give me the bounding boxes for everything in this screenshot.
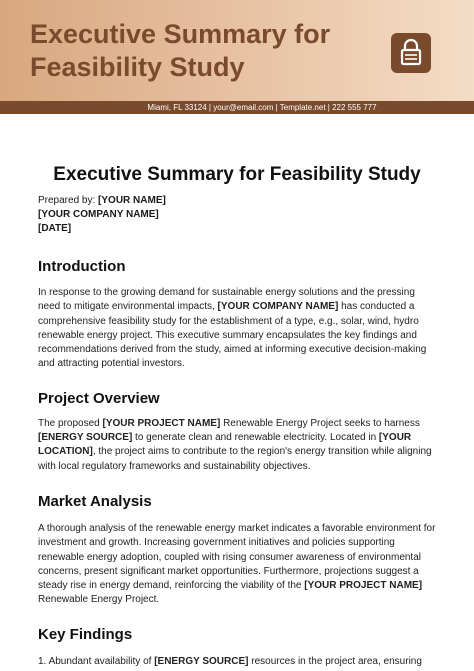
intro-bold-1: [YOUR COMPANY NAME] [217, 301, 339, 313]
company-name: [YOUR COMPANY NAME] [38, 209, 159, 220]
prepared-by-name: [YOUR NAME] [98, 195, 166, 206]
company-line [38, 208, 438, 222]
overview-bold-3: [YOUR LOCATION] [38, 432, 412, 458]
market-bold-1: [YOUR PROJECT NAME] [304, 580, 423, 592]
market-analysis-paragraph [38, 522, 438, 608]
findings-bold-1: [ENERGY SOURCE] [154, 655, 249, 667]
overview-text-3: to generate clean and renewable electricity. Located in [132, 432, 379, 444]
overview-text-2: Renewable Energy Project seeks to harness [220, 417, 420, 429]
banner-title-line-2: Feasibility Study [30, 52, 245, 82]
overview-bold-1: [YOUR PROJECT NAME] [102, 417, 221, 429]
introduction-heading: Introduction [38, 258, 126, 275]
market-text-1: A thorough analysis of the renewable energy market indicates a favorable environment for investment and growth. Increasing government initiatives and policies supporting renewable energy adoption, coupled with rising consumer awareness of environmental concerns, present significant market opportunities. Furthermore, projections suggest a steady rise in energy demand, reinforcing the viability of the [38, 522, 436, 592]
key-findings-item [38, 655, 438, 669]
banner-title-line-1: Executive Summary for [30, 19, 331, 49]
findings-text-1: 1. Abundant availability of [38, 655, 155, 667]
overview-text-1: The proposed [38, 417, 103, 429]
overview-bold-2: [ENERGY SOURCE] [38, 432, 133, 444]
lock-box-icon [391, 33, 431, 73]
date-line [38, 222, 438, 236]
prepared-by-label: Prepared by: [38, 195, 99, 206]
key-findings-section [38, 625, 438, 669]
key-findings-heading: Key Findings [38, 625, 133, 643]
intro-text-2: has conducted a comprehensive feasibility study for the establishment of a type, e.g., solar, wind, hydro renewable energy project. This executive summary encapsulates the key findings and recommendations derived from the study, aimed at informing executive decision-making and attracting potential investors. [38, 301, 427, 370]
document-date: [DATE] [38, 223, 72, 234]
market-analysis-heading: Market Analysis [38, 492, 152, 510]
market-analysis-section [38, 492, 438, 608]
overview-text-4: , the project aims to contribute to the region's energy transition while aligning with local regulatory frameworks and sustainability objectives. [38, 446, 432, 472]
intro-text-1: In response to the growing demand for sustainable energy solutions and the pressing need to mitigate environmental impacts, [38, 287, 415, 313]
project-overview-heading: Project Overview [38, 389, 160, 407]
document-body [38, 160, 438, 669]
banner-title [30, 18, 360, 84]
document-title: Executive Summary for Feasibility Study [53, 164, 421, 185]
market-text-2: Renewable Energy Project. [38, 594, 160, 606]
prepared-by-line [38, 194, 438, 208]
project-overview-section [38, 389, 438, 474]
header-banner [0, 0, 474, 101]
project-overview-paragraph [38, 417, 438, 474]
introduction-paragraph [38, 286, 438, 372]
contact-bar: Miami, FL 33124 | your@email.com | Template.net | 222 555 777 [0, 101, 474, 114]
findings-text-2: resources in the project area, ensuring [248, 655, 422, 667]
introduction-section [38, 257, 438, 372]
